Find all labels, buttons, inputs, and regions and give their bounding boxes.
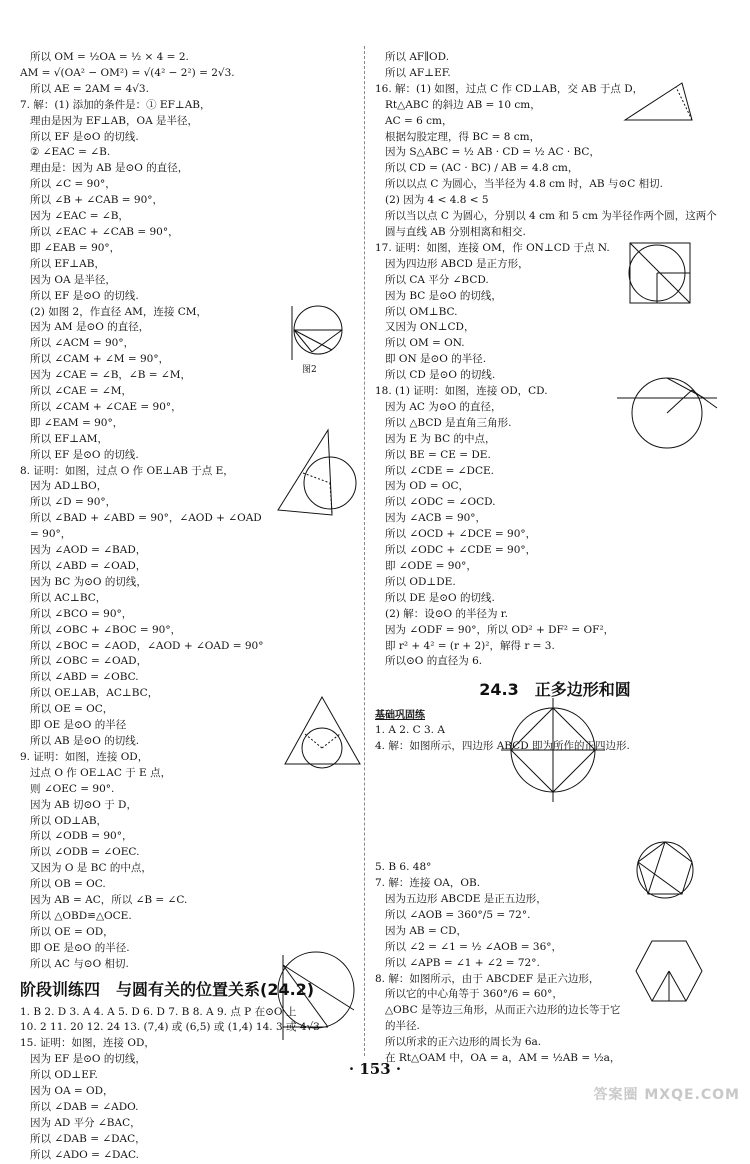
text-line: 所以 ∠ODB = ∠OEC. [30,846,140,859]
text-line: 理由是因为 EF⊥AB，OA 是半径， [30,114,198,127]
text-line: 所以 OE⊥AB，AC⊥BC， [30,687,159,700]
text-line: 所以 EF 是⊙O 的切线. [30,130,139,143]
text-line: 所以 DE 是⊙O 的切线. [385,591,495,604]
text-line: 所以 ∠BCO = 90°， [30,607,133,620]
text-line: 1. B 2. D 3. A 4. A 5. D 6. D 7. B 8. A 9. 点 P 在⊙O 上 [20,1005,297,1018]
text-line: 所以当以点 C 为圆心，分别以 4 cm 和 5 cm 为半径作两个圆，这两个 [385,210,717,223]
text-line: 因为 ∠CAE = ∠B，∠B = ∠M， [30,369,191,382]
text-line: 所以 ∠CAE = ∠M， [30,385,132,398]
text-line: 4. 解：如图所示，四边形 ABCD 即为所作的正四边形. [375,740,630,753]
text-line: 因为 EF 是⊙O 的切线， [30,1053,146,1066]
text-line: 因为 AB 切⊙O 于 D， [30,798,137,811]
text-line: 根据勾股定理，得 BC = 8 cm， [385,130,541,143]
text-line: 16. 解：(1) 如图，过点 C 作 CD⊥AB，交 AB 于点 D， [375,82,644,95]
section-subtitle: 基础巩固练 [375,710,425,722]
text-line: 即 ∠EAB = 90°， [30,241,121,254]
text-line: 所以 OM = ½OA = ½ × 4 = 2. [30,51,189,63]
text-line: 所以 OD⊥AB， [30,814,108,827]
figure-q16-triangle [620,78,700,128]
text-line: 因为 OA 是半径， [30,273,116,286]
text-line: 即 ∠EAM = 90°， [30,416,124,429]
text-line: 又因为 ON⊥CD， [385,321,475,334]
text-line: 因为 AC 为⊙O 的直径， [385,400,502,413]
text-line: 所以 CA 平分 ∠BCD. [385,273,489,286]
text-line: 所以 ∠CAM + ∠CAE = 90°， [30,400,182,413]
text-line: 17. 证明：如图，连接 OM，作 ON⊥CD 于点 N. [375,241,610,254]
text-line: 所以 EF⊥AM， [30,432,108,445]
text-line: 所以 AF⊥EF. [385,66,451,79]
text-line: 又因为 O 是 BC 的中点， [30,862,152,875]
watermark: 答案圈 MXQE.COM [593,1087,740,1103]
text-line: 5. B 6. 48° [375,861,432,874]
figure-2-caption: 图2 [302,365,317,375]
text-line: 所以 ∠DAB = ∠ADO. [30,1101,139,1113]
text-line: 即 ON 是⊙O 的半径. [385,353,487,366]
text-line: 即 ∠ODE = 90°， [385,560,477,572]
text-line: 因为 AB = CD， [385,924,468,937]
text-line: 所以以点 C 为圆心，当半径为 4.8 cm 时，AB 与⊙C 相切. [385,178,663,191]
text-line: 8. 证明：如图，过点 O 作 OE⊥AB 于点 E， [20,464,234,477]
text-line: 过点 O 作 OE⊥AC 于 E 点， [30,766,172,779]
text-line: 所以 ∠APB = ∠1 + ∠2 = 72°. [385,956,540,969]
text-line: 所以 OE = OC， [30,703,114,716]
figure-q18-circle [612,368,722,453]
text-line: 所以 CD = (AC · BC) / AB = 4.8 cm， [385,162,579,175]
text-line: 7. 解：连接 OA，OB. [375,877,481,890]
text-line: 所以 OD⊥DE. [385,575,456,588]
text-line: 因为 ∠ODF = 90°，所以 OD² + DF² = OF²， [385,623,615,636]
text-line: 因为 E 为 BC 的中点， [385,432,496,445]
text-line: 所以 OM = ON. [385,337,465,350]
text-line: 所以所求的正六边形的周长为 6a. [385,1036,542,1049]
text-line: 圆与直线 AB 分别相离和相交. [385,225,526,238]
text-line: 即 OE 是⊙O 的半径. [30,941,130,954]
text-line: 因为四边形 ABCD 是正方形， [385,257,529,270]
text-line: 所以 EF 是⊙O 的切线. [30,448,139,461]
text-line: 因为 ∠AOD = ∠BAD， [30,544,147,557]
text-line: 所以 ∠EAC + ∠CAB = 90°， [30,225,179,238]
text-line: 因为 BC 为⊙O 的切线， [30,575,147,588]
stage-training-title: 阶段训练四 与圆有关的位置关系(24.2) [20,979,315,999]
text-line: 所以 AC 与⊙O 相切. [30,957,129,970]
text-line: 所以 △BCD 是直角三角形. [385,416,512,429]
page-number: · 153 · [348,1060,402,1078]
text-line: 即 r² + 4² = (r + 2)²，解得 r = 3. [385,639,555,652]
text-line: 所以 ∠OBC = ∠OAD， [30,655,148,668]
text-line: 所以 ∠ADO = ∠DAC. [30,1148,140,1161]
text-line: 因为 ∠EAC = ∠B， [30,210,129,223]
text-line: 所以 ∠B + ∠CAB = 90°， [30,194,164,207]
text-line: 所以 OB = OC. [30,878,106,891]
text-line: 所以 ∠BAD + ∠ABD = 90°，∠AOD + ∠OAD [30,512,262,525]
text-line: 因为 BC 是⊙O 的切线， [385,289,502,302]
text-line: 所以 EF⊥AB， [30,257,105,270]
text-line: 因为 OA = OD， [30,1085,114,1098]
text-line: 所以 AF∥OD. [385,51,450,63]
text-line: 所以 ∠ACM = 90°， [30,337,135,350]
text-line: 因为 AD⊥BO， [30,480,108,493]
figure-q7-pentagon [630,838,700,903]
text-line: = 90°， [30,528,72,541]
text-line: AC = 6 cm， [385,114,453,127]
text-line: 8. 解：如图所示，由于 ABCDEF 是正六边形， [375,972,600,985]
text-line: 所以 ∠DAB = ∠DAC， [30,1132,146,1145]
text-line: (2) 如图 2，作直径 AM，连接 CM， [30,305,208,318]
figure-q8-triangle [270,425,365,520]
text-line: (2) 因为 4 < 4.8 < 5 [385,194,489,207]
text-line: 因为 AM 是⊙O 的直径， [30,321,150,334]
text-line: 所以 ∠CAM + ∠M = 90°， [30,353,170,366]
text-line: ② ∠EAC = ∠B. [30,146,111,159]
figure-q7-circle [282,300,352,370]
text-line: 因为 S△ABC = ½ AB · CD = ½ AC · BC， [385,146,600,159]
text-line: 因为 AD 平分 ∠BAC， [30,1116,141,1129]
text-line: 所以 AC⊥BC， [30,591,107,604]
text-line: 即 OE 是⊙O 的半径 [30,719,127,732]
right-solution-block [375,50,735,670]
section-title: 24.3 正多边形和圆 [479,680,631,700]
figure-q4-square-in-circle [498,695,608,805]
text-line: AM = √(OA² − OM²) = √(4² − 2²) = 2√3. [20,66,235,79]
text-line: 因为五边形 ABCDE 是正五边形， [385,892,547,905]
text-line: 15. 证明：如图，连接 OD， [20,1037,155,1050]
text-line: 所以 ∠OCD + ∠DCE = 90°， [385,528,537,541]
text-line: 所以 BE = CE = DE. [385,448,491,461]
text-line: 所以 ∠OBC + ∠BOC = 90°， [30,623,182,636]
figure-q15-circle [268,945,363,1045]
text-line: 则 ∠OEC = 90°. [30,782,115,795]
text-line: 18. (1) 证明：如图，连接 OD，CD. [375,385,548,398]
text-line: (2) 解：设⊙O 的半径为 r. [385,607,508,620]
text-line: 所以 ∠2 = ∠1 = ½ ∠AOB = 36°， [385,940,563,953]
text-line: 因为 ∠ACB = 90°， [385,512,487,525]
text-line: 所以 AE = 2AM = 4√3. [30,82,149,95]
text-line: 所以 ∠ODB = 90°， [30,830,133,843]
text-line: 9. 证明：如图，连接 OD， [20,750,149,763]
text-line: 所以 ∠ODC + ∠CDE = 90°， [385,544,537,557]
text-line: 所以 EF 是⊙O 的切线. [30,289,139,302]
text-line: Rt△ABC 的斜边 AB = 10 cm， [385,98,541,111]
text-line: 10. 2 11. 20 12. 24 13. (7,4) 或 (6,5) 或 (1,4) 14. 3 或 4√3 [20,1021,320,1034]
text-line: 所以⊙O 的直径为 6. [385,655,483,668]
text-line: 所以 AB 是⊙O 的切线. [30,734,140,747]
text-line: 所以 ∠ODC = ∠OCD. [385,496,496,509]
text-line: 因为 AB = AC，所以 ∠B = ∠C. [30,894,188,907]
text-line: 所以 ∠C = 90°， [30,178,116,191]
text-line: 所以它的中心角等于 360°/6 = 60°， [385,988,563,1001]
figure-q8-hexagon [634,936,704,1006]
text-line: 所以 ∠ABD = ∠OBC. [30,671,139,684]
text-line: 1. A 2. C 3. A [375,724,445,737]
figure-q9-triangle [280,692,365,772]
right-column [375,50,735,1067]
text-line: △OBC 是等边三角形，从而正六边形的边长等于它 [385,1004,621,1017]
text-line: 所以 ∠ABD = ∠OAD， [30,560,147,572]
text-line: 因为 OD = OC， [385,480,469,493]
text-line: 所以 ∠D = 90°， [30,496,117,509]
text-line: 所以 OM⊥BC. [385,305,458,318]
text-line: 所以 ∠CDE = ∠DCE. [385,464,494,477]
text-line: 所以 △OBD≌△OCE. [30,909,132,922]
text-line: 所以 OE = OD， [30,925,114,938]
text-line: 所以 ∠BOC = ∠AOD，∠AOD + ∠OAD = 90° [30,639,264,652]
figure-q17-square [625,238,695,313]
text-line: 所以 CD 是⊙O 的切线. [385,369,496,382]
text-line: 理由是：因为 AB 是⊙O 的直径， [30,162,189,175]
text-line: 在 Rt△OAM 中，OA = a，AM = ½AB = ½a， [385,1052,621,1065]
text-line: 7. 解：(1) 添加的条件是：① EF⊥AB， [20,98,211,111]
text-line: 所以 ∠AOB = 360°/5 = 72°. [385,908,531,921]
text-line: 的半径. [385,1020,420,1033]
text-line: 所以 OD⊥EF. [30,1069,98,1082]
